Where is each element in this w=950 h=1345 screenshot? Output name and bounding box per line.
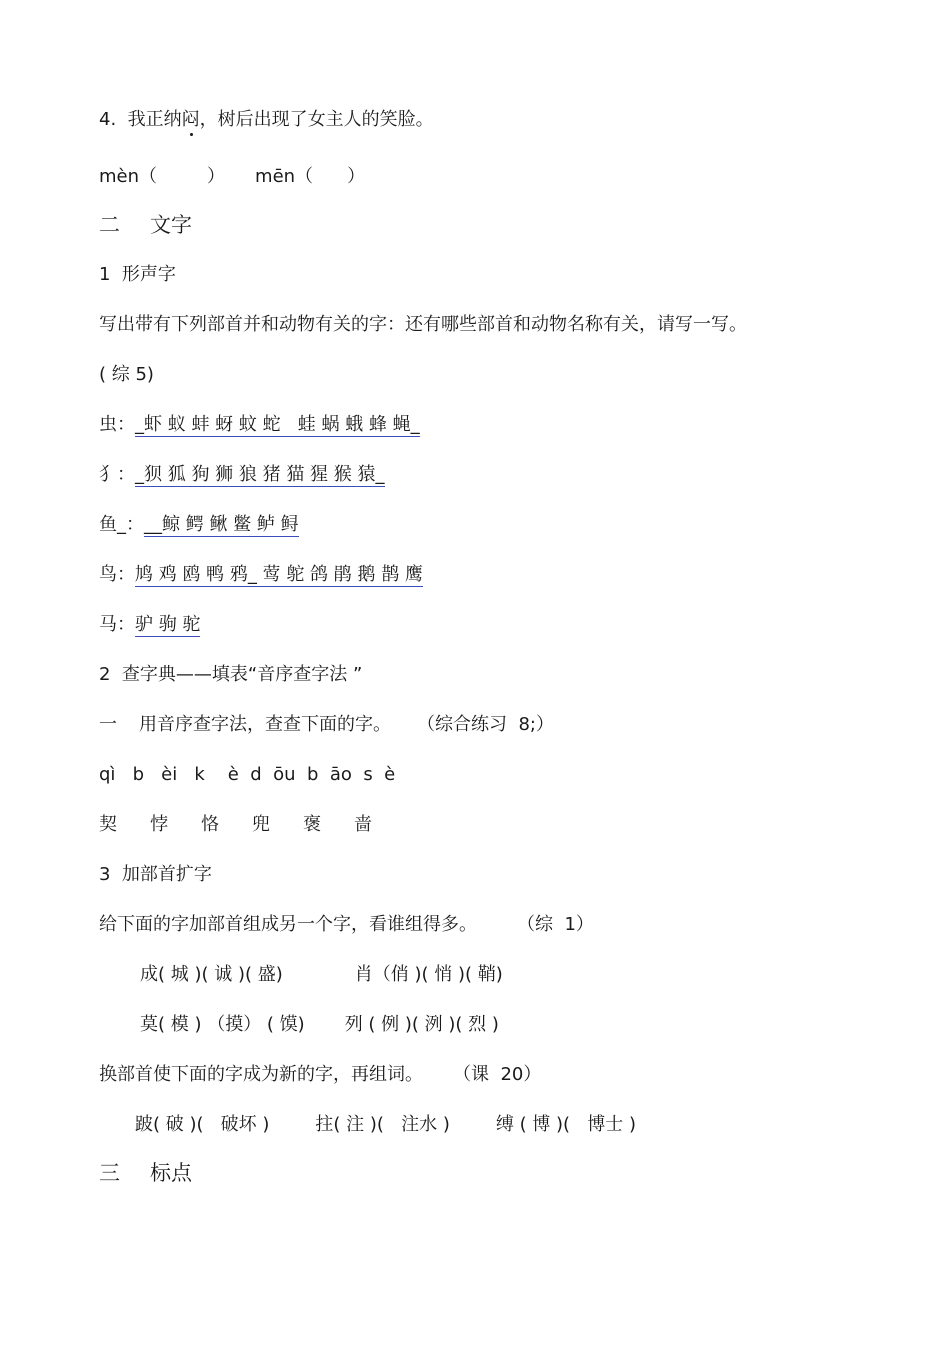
task-text: 换部首使下面的字成为新的字，再组词。: [99, 1064, 423, 1085]
radical-answer: _狈 狐 狗 狮 狼 猪 猫 猩 猴 猿_: [135, 464, 385, 485]
section-2-heading: [99, 213, 192, 237]
question-number: 4.: [99, 109, 117, 130]
radical-label: 虫：: [99, 414, 135, 435]
answer-group: 莫( 模 ) （摸） ( 馍): [140, 1014, 305, 1035]
dict-char: 契: [99, 814, 117, 835]
task-1-instruction: 写出带有下列部首并和动物有关的字：还有哪些部首和动物名称有关，请写一写。: [99, 314, 747, 335]
question-4: [99, 108, 434, 132]
dict-chars-row: [99, 813, 372, 837]
radical-answer: __鲸 鳄 鳅 鳖 鲈 鲟: [144, 514, 299, 535]
task-1-source: ( 综 5): [99, 364, 154, 385]
answer-group: 肖（俏 )( 悄 )( 鞘): [354, 964, 503, 985]
answer-group: 缚 ( 博 )( 博士 ): [495, 1114, 636, 1135]
answer-group: 成( 城 )( 诚 )( 盛): [140, 964, 283, 985]
task-number: 一: [99, 714, 117, 735]
subsection-3-heading: 3 加部首扩字: [99, 864, 212, 885]
radical-label: 鱼_：: [99, 514, 144, 535]
answer-group: 跛( 破 )( 破坏 ): [135, 1114, 270, 1135]
radical-row-bird: [99, 563, 423, 587]
add-radical-row-2: [140, 1013, 499, 1037]
subsection-2-heading: 2 查字典——填表“音序查字法 ”: [99, 664, 363, 685]
dict-char: 啬: [354, 814, 372, 835]
task-source: （综 1）: [517, 914, 594, 935]
dict-char: 兜: [252, 814, 270, 835]
radical-answer: 鸠 鸡 鸥 鸭 鸦_ 莺 鸵 鸽 鹃 鹅 鹊 鹰: [135, 564, 423, 585]
answer-group: 拄( 注 )( 注水 ): [315, 1114, 450, 1135]
task-source: （课 20）: [453, 1064, 542, 1085]
dict-char: 褒: [303, 814, 321, 835]
section-title: 标点: [150, 1161, 192, 1185]
radical-row-fish: [99, 513, 299, 537]
paren-close: ）: [207, 166, 226, 187]
change-radical-row: [135, 1113, 636, 1137]
section-number: 三: [99, 1161, 120, 1185]
sentence-part: ，树后出现了女主人的笑脸。: [199, 109, 434, 130]
sentence-part: 我正纳: [127, 109, 182, 130]
answer-group: 列 ( 例 )( 洌 )( 烈 ): [344, 1014, 499, 1035]
section-number: 二: [99, 213, 120, 237]
add-radical-row-1: [140, 963, 503, 987]
dict-char: 悖: [150, 814, 168, 835]
section-3-heading: [99, 1161, 192, 1185]
task-source: （综合练习 8;）: [417, 714, 554, 735]
pinyin-answer-row: [99, 165, 365, 189]
radical-label: 鸟：: [99, 564, 135, 585]
radical-row-horse: [99, 613, 200, 637]
subsection-1-heading: 1 形声字: [99, 264, 176, 285]
task-3-instruction: [99, 913, 594, 937]
radical-answer: _虾 蚁 蚌 蚜 蚊 蛇 蛙 蜗 蛾 蜂 蝇_: [135, 414, 420, 435]
pinyin-men1: mēn（: [255, 166, 314, 187]
pinyin-men4: mèn（: [99, 166, 158, 187]
dotted-char: 闷: [181, 109, 200, 130]
task-text: 用音序查字法，查查下面的字。: [139, 714, 391, 735]
paren-close: ）: [347, 166, 366, 187]
radical-answer: 驴 驹 驼: [135, 614, 201, 635]
task-4-instruction: [99, 1063, 541, 1087]
radical-row-insect: [99, 413, 420, 437]
dict-task: [99, 713, 554, 737]
section-title: 文字: [150, 213, 192, 237]
radical-label: 犭：: [99, 464, 135, 485]
task-text: 给下面的字加部首组成另一个字，看谁组得多。: [99, 914, 477, 935]
dict-char: 恪: [201, 814, 219, 835]
radical-label: 马：: [99, 614, 135, 635]
radical-row-dog: [99, 463, 385, 487]
dict-pinyin-row: qì b èi k è d ōu b āo s è: [99, 764, 396, 785]
